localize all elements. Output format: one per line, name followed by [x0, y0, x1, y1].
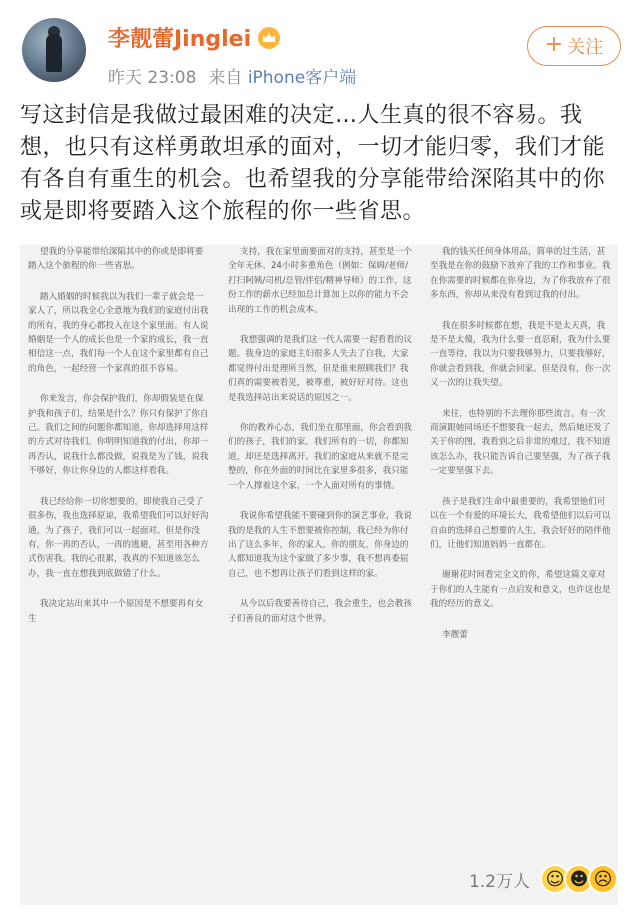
- letter-paragraph: 孩子是我们生命中最重要的，我希望他们可以在一个有爱的环境长大，我希望他们以后可以自由的选择自己想要的人生，我会好好的陪伴他们，让他们知道妈妈一直都在。: [430, 496, 611, 550]
- letter-image[interactable]: [20, 245, 618, 905]
- letter-paragraph: 踏入婚姻的时候我以为我们一辈子就会是一家人了，所以我全心全意地为我们的家庭付出我的所有，我的身心都投入在这个家里面。有人说婚姻是一个人的成长也是一个家的成长，我一直相信这一点，我们每一个人在这个家里都有自己的角色，一起经营一个家真的很不容易。: [28, 291, 209, 374]
- letter-column-3: [430, 245, 612, 905]
- post-footer: [469, 862, 622, 896]
- post-header: [0, 0, 640, 92]
- plus-icon: +: [544, 32, 564, 57]
- letter-paragraph: 来往，也特别的不去理你那些流言。有一次商演跟她同场还不想要我一起去，然后她还发了关于你的图，我看到之后非常的难过，我不知道该怎么办，我只能告诉自己要坚强，为了孩子我一定要坚强下去。: [430, 408, 611, 477]
- surprise-emoji-icon: ☹: [588, 864, 618, 894]
- letter-column-2: [228, 245, 412, 905]
- like-count[interactable]: 1.2万人: [468, 871, 530, 892]
- crown-icon: [257, 26, 281, 50]
- letter-paragraph: 我说你希望我能不要碰到你的演艺事业，我说我的是我的人生不想要被你控制，我已经为你付出了这么多年，你的家人，你的朋友，你身边的人都知道我为这个家做了多少事，我不想再委屈自己，也不想再让孩子们看到这样的家。: [228, 511, 412, 579]
- username[interactable]: 李靓蕾Jinglei: [108, 27, 252, 52]
- letter-paragraph: 我想强调的是我们这一代人需要一起看看的议题。我身边的家庭主妇很多人失去了自我，大家都觉得付出是理所当然，但是谁来照顾我们？我们真的需要被看见，被尊重，被好好对待。这也是我选择站出来说话的原因之一。: [228, 335, 412, 403]
- post-source-device[interactable]: iPhone客户端: [247, 68, 357, 88]
- letter-paragraph: 我决定站出来其中一个原因是不想要再有女生: [28, 599, 204, 624]
- letter-paragraph: 我的钱买任何身体用品，简单的过生活，甚至我是在你的鼓励下放弃了我的工作和事业。我在你需要的时候都在你身边，为了你我放弃了很多东西，你却从来没有看到过我的付出。: [430, 247, 611, 301]
- username-row: [108, 22, 281, 53]
- letter-paragraph: 我已经给你一切你想要的，即使我自己受了很多伤，我也选择原谅，我希望我们可以好好沟通，为了孩子，我们可以一起面对。但是你没有，你一再的否认，一再的逃避，甚至用各种方式伤害我。我的心很累，我真的不知道该怎么办，我一直在想我到底做错了什么。: [28, 496, 209, 579]
- post-time: 昨天 23:08: [108, 68, 197, 88]
- follow-button[interactable]: [527, 26, 621, 66]
- post-text: 写这封信是我做过最困难的决定…人生真的很不容易。我想，也只有这样勇敢坦承的面对，一切才能归零，我们才能有各自有重生的机会。也希望我的分享能带给深陷其中的你或是即将要踏入这个旅程的你一些省思。: [20, 103, 606, 224]
- letter-paragraph: 从今以后我要善待自己，我会重生，也会教孩子们善良的面对这个世界。: [228, 599, 412, 624]
- laugh-emoji-icon: ☻: [564, 864, 594, 894]
- letter-paragraph: 望我的分享能带给深陷其中的你或是即将要踏入这个旅程的你一些省思。: [28, 247, 204, 272]
- post-meta: [108, 63, 356, 88]
- reaction-icons[interactable]: [540, 862, 622, 896]
- letter-paragraph: 我在很多时候都在想，我是不是太天真，我是不是太傻，我为什么要一直忍耐，我为什么要一直等待，我以为只要我够努力，只要我够好，你就会看到我，你就会回家。但是没有，你一次又一次的让我失望。: [430, 320, 611, 389]
- letter-column-1: [28, 245, 210, 905]
- letter-paragraph: 你的教养心态，我们坐在那里面，你会看到我们的孩子，我们的家，我们所有的一切，你都知道，却还是选择离开。我们的家庭从来就不是完整的，你在外面的时间比在家里多很多，我只能一个人撑着这个家，一个人面对所有的事情。: [228, 423, 412, 491]
- avatar-figure-body: [46, 34, 62, 72]
- avatar[interactable]: [22, 18, 86, 82]
- follow-label: 关注: [567, 37, 604, 58]
- smile-emoji-icon: ☺: [540, 864, 570, 894]
- letter-signature: 李靓蕾: [442, 629, 468, 640]
- letter-paragraph: 谢谢花时间看完全文的你，希望这篇文章对于你们的人生能有一点启发和意义，也许这也是我的经历的意义。: [430, 570, 611, 610]
- post-source-prefix: 来自: [208, 68, 243, 88]
- letter-paragraph: 你来发言，你会保护我们，你却假装是在保护我和孩子们，结果是什么？你只有保护了你自己。我们之间的问题你都知道，你却选择用这样的方式对待我们。你明明知道我的付出，你却一再否认，说我什么都没做，说我是为了钱，说我不够好，你让你身边的人都这样看我。: [28, 394, 209, 477]
- post-source: [208, 63, 356, 88]
- letter-paragraph: 支持，我在家里面要面对的支持，甚至是一个全年无休、24小时多重角色（例如：保姆/老师/打扫阿姨/司机/总管/伴侣/精神导师）的工作，这份工作的薪水已经加总计算加上以你的能力不会出现的工作的机会成本。: [228, 247, 412, 315]
